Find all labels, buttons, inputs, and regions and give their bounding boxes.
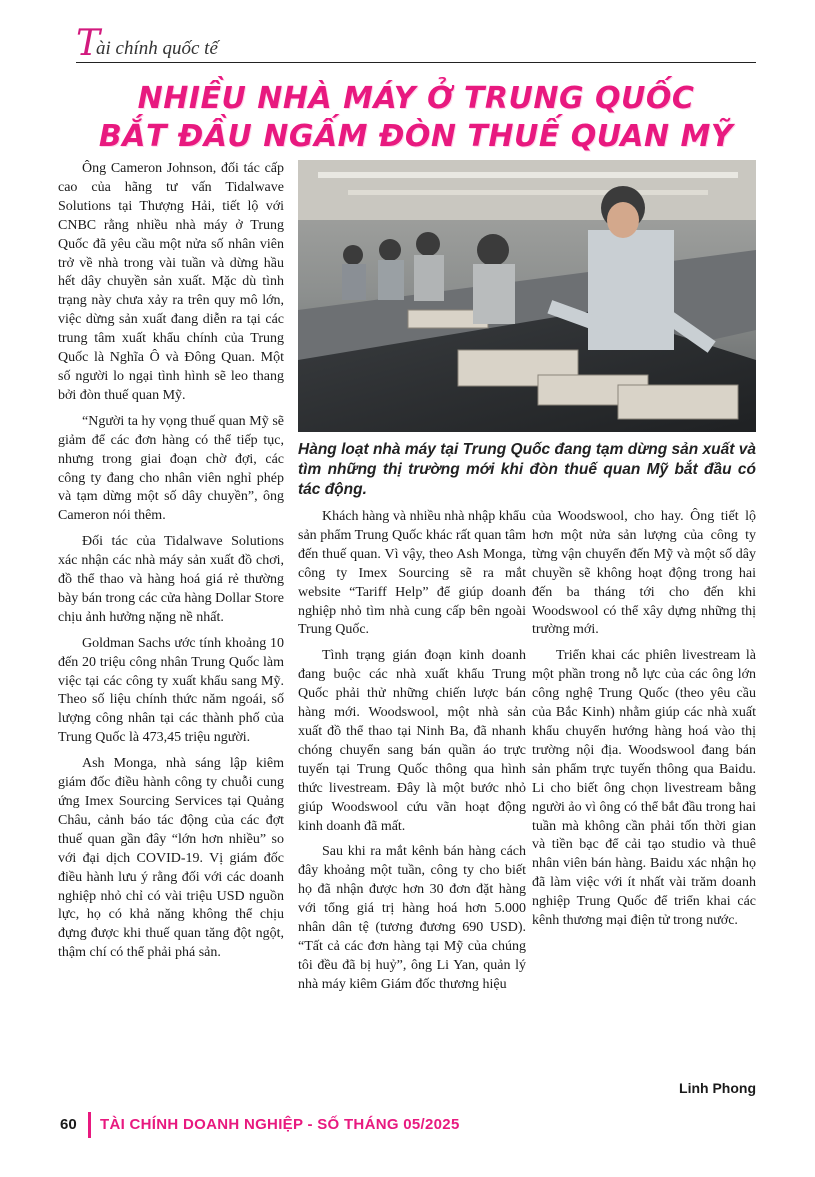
page-number: 60 (60, 1116, 77, 1133)
publication-name: TÀI CHÍNH DOANH NGHIỆP - SỐ THÁNG 05/2025 (100, 1116, 460, 1133)
column-3 (532, 508, 756, 938)
footer-divider (88, 1112, 91, 1138)
paragraph: “Người ta hy vọng thuế quan Mỹ sẽ giảm để các đơn hàng có thể tiếp tục, nhưng trong giai đoạn chờ đợi, các công ty đang cho nhân viên nghỉ phép và tạm dừng một số dây chuyền”, ông Cameron nói thêm. (58, 413, 284, 524)
factory-workers-illustration (298, 160, 756, 432)
paragraph: của Woodswool, cho hay. Ông tiết lộ hơn một nửa sản lượng của công ty từng vận chuyển đến Mỹ và một số dây chuyền sẽ không hoạt động trong hai đến ba tháng tới cho đến khi Woodswool có thể xây dựng những thị trường mới. (532, 509, 756, 638)
author-name: Linh Phong (679, 1080, 756, 1096)
section-initial: T (76, 23, 101, 64)
column-2 (298, 508, 526, 1002)
section-header (76, 23, 756, 64)
title-line-2: BẮT ĐẦU NGẤM ĐÒN THUẾ QUAN MỸ (98, 119, 734, 154)
paragraph: Ông Cameron Johnson, đối tác cấp cao của hãng tư vấn Tidalwave Solutions tại Thượng Hải, tiết lộ với CNBC rằng nhiều nhà máy ở Trung Quốc đã yêu cầu một nửa số nhân viên trở về nhà trong vài tuần và dừng hầu hết dây chuyền sản xuất. Mặc dù tình trạng này chưa xảy ra trên quy mô lớn, việc dừng sản xuất đang diễn ra tại các trung tâm xuất khẩu chính của Trung Quốc là Nghĩa Ô và Đông Quan. Một số người lo ngại tình hình sẽ leo thang bởi đòn thuế quan Mỹ. (58, 161, 284, 403)
paragraph: Tình trạng gián đoạn kinh doanh đang buộc các nhà xuất khẩu Trung Quốc phải thử những chiến lược bán hàng mới. Woodswool, một nhà sản xuất đồ thể thao tại Ninh Ba, đã nhanh chóng chuyển sang bán quần áo trực tuyến tại Trung Quốc thông qua hình thức livestream. Đây là một bước nhỏ giúp Woodswool cứu vãn hoạt động kinh doanh đã mất. (298, 648, 526, 834)
paragraph: Khách hàng và nhiều nhà nhập khẩu sản phẩm Trung Quốc khác rất quan tâm đến thuế quan. Vì vậy, theo Ash Monga, công ty Imex Sourcing sẽ ra mắt website “Tariff Help” để giúp doanh nghiệp nhỏ tìm nhà cung cấp bên ngoài Trung Quốc. (298, 509, 526, 638)
paragraph: Đối tác của Tidalwave Solutions xác nhận các nhà máy sản xuất đồ chơi, đồ thể thao và hàng hoá giá rẻ thường bày bán trong các cửa hàng Dollar Store chịu ảnh hưởng nặng nề nhất. (58, 534, 284, 625)
article-title (76, 80, 756, 156)
paragraph: Ash Monga, nhà sáng lập kiêm giám đốc điều hành công ty chuỗi cung ứng Imex Sourcing Services tại Quảng Châu, cảnh báo tác động của các đợt thuế quan gần đây “lớn hơn nhiều” so với đại dịch COVID-19. Vị giám đốc điều hành lưu ý rằng đối với các doanh nghiệp nhỏ chỉ có vài triệu USD nguồn lực, họ có khả năng không thể chịu đựng được khi thuế quan tăng đột ngột, thậm chí có thể phải phá sản. (58, 756, 284, 961)
factory-photo (298, 160, 756, 432)
section-name: ài chính quốc tế (96, 38, 218, 59)
paragraph: Goldman Sachs ước tính khoảng 10 đến 20 triệu công nhân Trung Quốc làm việc tại các công ty xuất khẩu sang Mỹ. Theo số liệu chính thức năm ngoái, số lượng công nhân tại các thành phố của Trung Quốc là 473,45 triệu người. (58, 635, 284, 746)
photo-caption: Hàng loạt nhà máy tại Trung Quốc đang tạm dừng sản xuất và tìm những thị trường mới khi đòn thuế quan Mỹ bắt đầu có tác động. (298, 441, 756, 498)
paragraph: Sau khi ra mắt kênh bán hàng cách đây khoảng một tuần, công ty cho biết họ đã nhận được hơn 30 đơn đặt hàng với tổng giá trị hàng hoá hơn 5.000 nhân dân tệ (tương đương 690 USD). “Tất cả các đơn hàng tại Mỹ của chúng tôi đều đã bị huỷ”, ông Li Yan, quản lý nhà máy kiêm Giám đốc thương hiệu (298, 844, 526, 992)
paragraph: Triển khai các phiên livestream là một phần trong nỗ lực của các ông lớn công nghệ Trung Quốc (theo yêu cầu của Bắc Kinh) nhằm giúp các nhà xuất khẩu chuyển hướng hàng hoá vào thị trường nội địa. Woodswool đang bán sản phẩm trực tuyến thông qua Baidu. Li cho biết ông chọn livestream bằng người ảo vì ông có thể bắt đầu trong hai tuần mà không cần phải tốn thời gian và tiền bạc để cải tạo studio và thuê nhân viên bán hàng. Baidu xác nhận họ đã làm việc với ít nhất vài trăm doanh nghiệp Trung Quốc để triển khai các kênh thương mại điện tử trong nước. (532, 648, 756, 929)
column-1 (58, 160, 284, 970)
title-line-1: NHIỀU NHÀ MÁY Ở TRUNG QUỐC (137, 81, 695, 116)
